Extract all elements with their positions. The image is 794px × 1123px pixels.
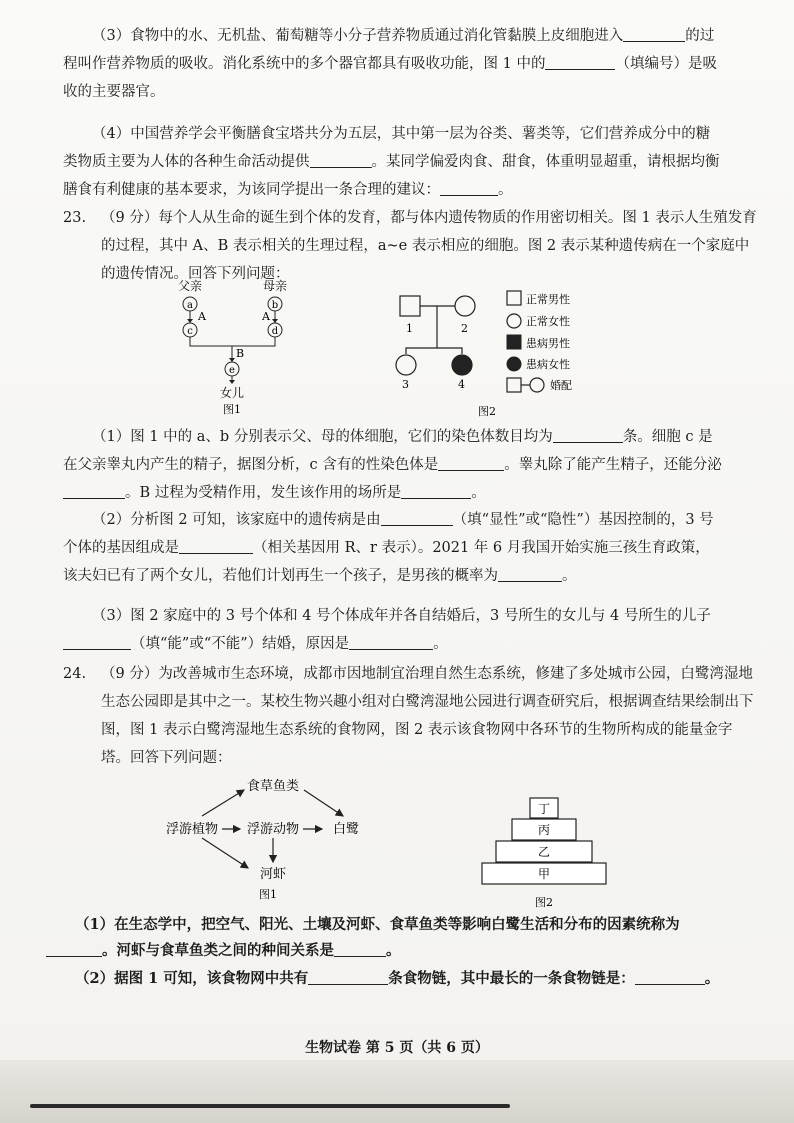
q23-p1-text-d: 。B 过程为受精作用，发生该作用的场所是 [125,485,402,501]
q23-figure1-diagram [165,276,305,416]
label-mother: 母亲 [262,279,288,293]
scan-shadow [0,1060,794,1123]
q23-part1 [63,423,723,507]
answer-blank[interactable] [498,565,562,582]
answer-blank[interactable] [310,151,372,168]
cell-a-label: a [187,300,193,311]
pyramid-label-yi: 乙 [537,845,551,859]
q23-p2-text-c: （相关基因用 R、r 表示）。2021 年 6 月我国开始实施三孩生育政策，该夫妇已有了两个女儿，若他们计划再生一个孩子，是男孩的概率为 [63,540,710,584]
scan-edge-line [30,1104,510,1108]
answer-blank[interactable] [623,25,685,42]
answer-blank[interactable] [334,940,386,957]
q23-p2-text-d: 。 [562,568,577,584]
q23-p3-text-c: 。 [433,636,448,652]
pyramid-label-bing: 丙 [537,823,551,837]
q23-p3-text-b: （填“能”或“不能”）结婚，原因是 [131,636,350,652]
q23-p2-text-b: （填“显性”或“隐性”）基因控制的，3 号个体的基因组成是 [63,512,714,556]
organism-shrimp: 河虾 [259,867,287,882]
q23-part2 [63,506,723,590]
legend-affected-male: 患病男性 [526,337,570,350]
pyramid-label-ding: 丁 [537,802,551,816]
organism-phytoplankton: 浮游植物 [165,822,219,837]
q23-part3 [63,602,723,658]
legend-marriage-square [507,378,521,392]
answer-blank[interactable] [308,968,388,985]
q24-intro [63,660,761,772]
question-number: 23. [63,210,87,226]
answer-blank[interactable] [438,454,504,471]
q23-p3-text-a: （3）图 2 家庭中的 3 号个体和 4 号个体成年并各自结婚后，3 号所生的女儿与 4 号所生的儿子 [92,608,711,624]
answer-blank[interactable] [46,940,102,957]
figure-caption: 图2 [478,405,496,418]
food-chain-arrow [304,790,343,816]
q24-p2-text-b: 条食物链，其中最长的一条食物链是： [388,970,635,987]
arrow-head [272,319,278,323]
individual-4: 4 [458,378,465,391]
q22-p4-text-a: （4）中国营养学会平衡膳食宝塔共分为五层，其中第一层为谷类、薯类等，它们营养成分中的糖类物质主要为人体的各种生命活动提供 [63,126,711,170]
process-B: B [236,347,245,360]
answer-blank[interactable] [381,509,453,526]
q22-part4 [63,120,723,204]
fertilization-connector [190,337,275,346]
q24-part2 [46,966,726,992]
pedigree-female-affected [452,355,472,375]
answer-blank[interactable] [401,482,471,499]
answer-blank[interactable] [635,968,705,985]
q23-p2-text-a: （2）分析图 2 可知，该家庭中的遗传病是由 [92,512,381,528]
individual-2: 2 [461,322,468,335]
figure-caption: 图1 [259,888,277,901]
legend-normal-male: 正常男性 [526,293,570,306]
pedigree-female-normal [455,296,475,316]
q24-part1 [46,912,726,964]
organism-herbivorous-fish: 食草鱼类 [246,779,300,794]
question-number: 24. [63,666,87,682]
q23-p1-text-b: 条。细胞 c 是在父亲睾丸内产生的精子，据图分析，c 含有的性染色体是 [63,429,713,473]
descent-line [437,348,462,354]
answer-blank[interactable] [63,482,125,499]
q22-p3-text-c: （填编号）是吸收的主要器官。 [63,56,717,100]
q24-p1-text-b: 。河虾与食草鱼类之间的种间关系是 [102,942,334,959]
legend-affected-female-symbol [507,357,521,371]
q24-p1-text-c: 。 [386,942,401,959]
q22-part3 [63,22,723,106]
q23-intro-text: （9 分）每个人从生命的诞生到个体的发育，都与体内遗传物质的作用密切相关。图 1 表示人生殖发育的过程，其中 A、B 表示相关的生理过程，a~e 表示相应的细胞。图 2 表示某种遗传病在一个家庭中的遗传情况。回答下列问题： [101,210,757,282]
q23-p1-text-e: 。 [471,485,486,501]
q22-p3-text-a: （3）食物中的水、无机盐、葡萄糖等小分子营养物质通过消化管黏膜上皮细胞进入 [92,28,624,44]
label-father: 父亲 [177,279,203,293]
legend-marriage: 婚配 [550,379,572,392]
organism-egret: 白鹭 [332,822,360,837]
individual-1: 1 [406,322,413,335]
q22-p4-text-c: 。 [498,182,513,198]
answer-blank[interactable] [63,633,131,650]
cell-c-label: c [187,326,193,337]
answer-blank[interactable] [440,179,498,196]
q24-figure1-food-web [160,774,400,904]
organism-zooplankton: 浮游动物 [246,822,300,837]
pedigree-female-normal [396,355,416,375]
arrow-head [187,319,193,323]
q24-p2-text-c: 。 [704,970,720,987]
legend-normal-female-symbol [507,314,521,328]
pedigree-male-normal [400,296,420,316]
q24-p1-text-a: （1）在生态学中，把空气、阳光、土壤及河虾、食草鱼类等影响白鹭生活和分布的因素统称为 [75,916,680,933]
label-daughter: 女儿 [219,386,245,400]
food-chain-arrow [202,838,248,868]
page-footer: 生物试卷 第 5 页（共 6 页） [305,1040,489,1056]
figure-caption: 图1 [223,403,241,416]
answer-blank[interactable] [179,537,253,554]
q24-intro-text: （9 分）为改善城市生态环境，成都市因地制宜治理自然生态系统，修建了多处城市公园，白鹭湾湿地生态公园即是其中之一。某校生物兴趣小组对白鹭湾湿地公园进行调查研究后，根据调查结果绘制出下图，图 1 表示白鹭湾湿地生态系统的食物网，图 2 表示该食物网中各环节的生物所构成的能量金字塔。回答下列问题： [101,666,754,766]
q23-p1-text-c: 。睾丸除了能产生精子，还能分泌 [504,457,722,473]
q24-p2-text-a: （2）据图 1 可知，该食物网中共有 [75,970,309,987]
q23-figure2-pedigree [390,290,600,418]
food-chain-arrow [202,790,244,816]
legend-affected-male-symbol [507,335,521,349]
cell-b-label: b [271,300,279,311]
arrow-head [229,380,235,384]
process-A-father: A [198,310,206,323]
legend-normal-female: 正常女性 [526,315,570,328]
figure-caption: 图2 [535,896,553,909]
q24-figure2-energy-pyramid [480,796,610,912]
answer-blank[interactable] [545,53,615,70]
legend-marriage-circle [530,378,544,392]
individual-3: 3 [402,378,409,391]
legend-affected-female: 患病女性 [526,358,570,371]
pyramid-label-jia: 甲 [537,867,551,881]
cell-d-label: d [271,326,279,337]
cell-e-label: e [229,365,235,376]
process-A-mother: A [262,310,270,323]
q22-p4-text-b: 。某同学偏爱肉食、甜食，体重明显超重，请根据均衡膳食有利健康的基本要求，为该同学提出一条合理的建议： [63,154,720,198]
arrow-head [229,358,235,362]
answer-blank[interactable] [553,426,623,443]
answer-blank[interactable] [349,633,433,650]
q23-p1-text-a: （1）图 1 中的 a、b 分别表示父、母的体细胞，它们的染色体数目均为 [92,429,553,445]
q22-p3-text-b: 的过程叫作营养物质的吸收。消化系统中的多个器官都具有吸收功能，图 1 中的 [63,28,715,72]
legend-normal-male-symbol [507,291,521,305]
